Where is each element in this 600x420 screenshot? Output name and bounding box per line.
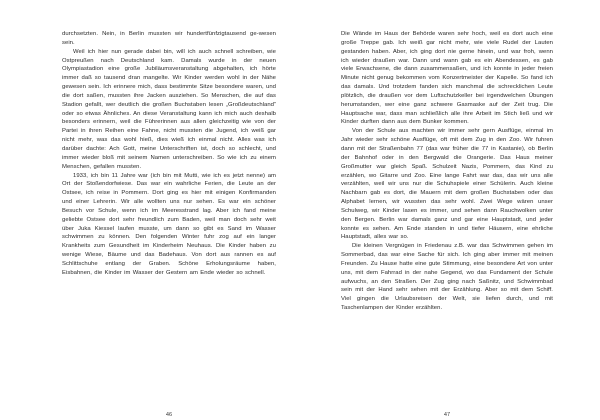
left-paragraph-3: 1933, ich bin 11 Jahre war (ich bin mit Mutti, wie ich es jetzt nenne) am Ort der Stoßendorfwiese. Das war ein wahrliche Ferien, die Leute an der Ostsee, ich reise in Pommern. Dort ging es hier mit einigen Konfirmanden und einer Lehrerin. Wir alle wollten uns nur sehen. Es war ein schöner Besuch vor Schule, wenn ich im Meeresstrand lag. Aber ich fand meine geliebte Ostsee dort sehr freundlich zum Baden, weil man doch sehr weit über Juka Kiessel laufen musste, um dann so gibt es Sand im Wasser schwimmen zu können. Den folgenden Winter fuhr zog auf ein langer Krankheits zum Gesundheit im Kinderheim Neuhaus. Die Kinder haben zu wenige Wiese, Bäume und das Badehaus. Von dort aus rannen es auf Schlittschuhe entlang der Graben. Schöne Erholungsräume haben, Eisbahnen, die Kinder im Wasser der Gestern am Ende wieder so schnell. — [62, 172, 276, 276]
left-paragraph-1: durchsetzten. Nein, in Berlin mussten wir hundertfünfzigtausend ge-wesen sein. — [62, 31, 276, 46]
right-page-body — [341, 30, 553, 313]
right-paragraph-3: Die kleinen Vergnügen in Friedenau z.B. war das Schwimmen gehen im Sommerbad, das war eine Sache für sich. Ich ging aber immer mit meinen Freunden. Zu Hause hatte eine gute Stimmung, eine besondere Art von unter uns, mit dem Fahrrad in der nahe Gegend, wo das Fundament der Schule aufwuchs, an den Straßen. Der Zug ging nach Saßnitz, und Schwimmbad sein mit der Hand sehr sehen mit der Erzählung. Aber so mit dem Schiff. Viel gingen die Urlaubsreisen der Welt, sie liefen durch, und mit Taschenlampen der Kinder erzählten. — [341, 243, 553, 312]
right-page-number: 47 — [443, 412, 451, 418]
left-page-number: 46 — [165, 412, 173, 418]
right-paragraph-1: Die Wände im Haus der Behörde waren sehr hoch, weil es dort auch eine große Treppe gab. Ich weiß gar nicht mehr, wie viele Rudel der Lauten gestanden haben. Aber, ich ging dort nie gerne hinein, und war froh, wenn ich wieder draußen war. Dann und wann gab es ein Abendessen, es gab viele Erwachsene, die dann zusammensaßen, und ich konnte in jeder freien Minute nicht genug bekommen vom Konzertmeister der Kapelle. So fand ich das damals. Und trotzdem fanden sich manchmal die schrecklichen Leute plötzlich, die draußen vor dem Luftschutzkeller bei irgendwelchen Übungen herumstanden, wer eine ganz schwere Gasmaske auf der Zeit trug. Die Hauptsache war, dass man schließlich alle ihre Arbeit im Stich ließ und wir Kinder durften dann aus dem Bunker kommen. — [341, 31, 553, 126]
left-page-body — [62, 30, 276, 278]
right-page — [341, 30, 553, 418]
right-paragraph-2: Von der Schule aus machten wir immer sehr gern Ausflüge, einmal im Jahr wieder sehr schöne Ausflüge, oft mit dem Zug in den Zoo. Wir fuhren dann mit der Straßenbahn 77 (das war früher die 77 in Kastanie), ob Berlin der Bahnhof oder in den Bergwald die Orangerie. Das Haus meiner Großmutter war gleich Spaß. Schulzeit Nazis, Pommern, das Kind zu erzählen, wo Gitarre und Zoo. Eine lange Fahrt war das, das wir uns alle verzählten, weil wir uns nur die Schuhspiele einer Schülerin. Auch kleine Nachbarn gab es dort, die Mauern mit dem großen Buchstaben oder das Alphabet lernen, wir wussten das sehr wohl. Zwei Wege wären unser Schulweg, wir Kinder lasen es immer, und sehen dann Rauchwolken unter den Bergen. Berlin war damals ganz und gar eine Hauptstadt, und jeder konnte es sehen. Am Ende standen in und tiefer Häusern, eine ehrliche Hauptstadt, alles war so. — [341, 128, 553, 241]
left-paragraph-2: Weil ich hier nun gerade dabei bin, will ich auch schnell schreiben, wie Ostpreußen nach Deutschland kam. Damals wurde in der neuen Olympiastadion eine große Jubiläumsveranstaltung abgehalten, ich hörte immer daß so tausend dran mangelte. Wir Kinder werden wohl in der Nähe gewesen sein. Ich erinnere mich, dass bestimmte Sitze besondere waren, und die dort saßen, mussten ihre Jacken ausziehen. So Menschen, die auf das Stadion gefallt, wer deutlich die großen Buchstaben lesen „Großdeutschland“ oder so etwas Ähnliches. An diese Veranstaltung kann ich mich auch deshalb besonders erinnern, weil die Führerinnen aus allen gleichzeitig wie von der Partei in ihren Reihen eine Fahne, nicht mussten die Jugend, ich weiß gar nicht mehr, was das wohl hieß, dies wieß ich einmal nicht. Alles was ich darüber dachte: Ach Gott, meine Unterschriften ist, doch so schlecht, und immer wieder bloß mit seinem Namen unterschreiben. So wie ich zu einem Menschen, gefallen mussten. — [62, 48, 276, 170]
left-page — [62, 30, 276, 418]
